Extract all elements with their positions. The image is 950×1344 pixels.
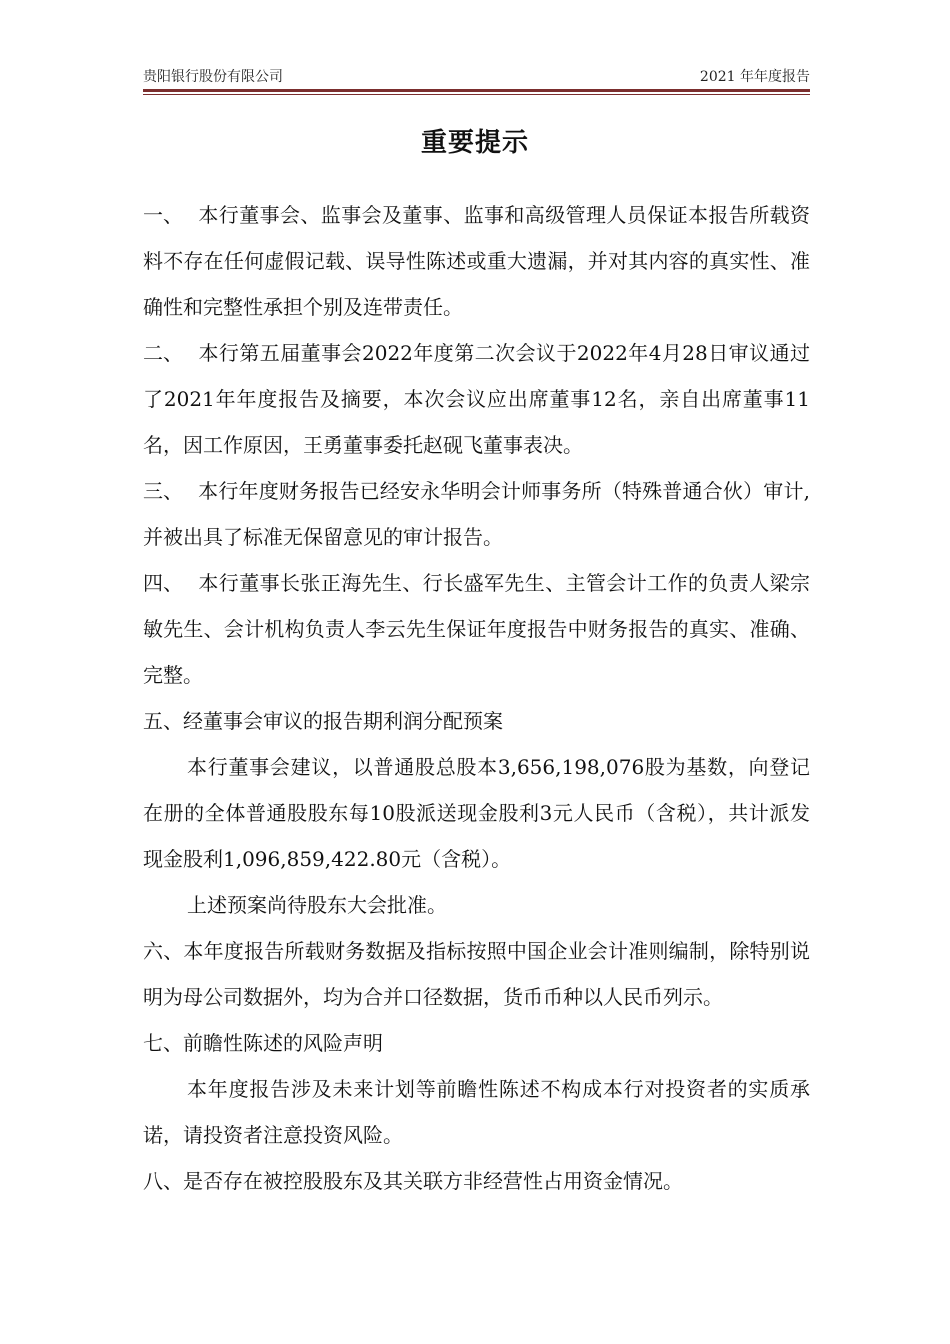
item-3-number: 三、 (143, 479, 183, 503)
header-company-name: 贵阳银行股份有限公司 (143, 69, 283, 85)
item-4 (143, 560, 810, 698)
section-7-heading: 七、前瞻性陈述的风险声明 (143, 1031, 383, 1055)
item-2-text: 本行第五届董事会2022年度第二次会议于2022年4月28日审议通过了2021年年度报告及摘要，本次会议应出席董事12名，亲自出席董事11名，因工作原因，王勇董事委托赵砚飞董事表决。 (143, 341, 810, 457)
section-8-heading: 八、是否存在被控股股东及其关联方非经营性占用资金情况。 (143, 1169, 683, 1193)
item-3-text: 本行年度财务报告已经安永华明会计师事务所（特殊普通合伙）审计,并被出具了标准无保留意见的审计报告。 (143, 479, 810, 549)
document-body (143, 192, 810, 1204)
header-report-title: 2021 年年度报告 (699, 69, 810, 85)
section-5-body: 本行董事会建议，以普通股总股本3,656,198,076股为基数，向登记在册的全体普通股股东每10股派送现金股利3元人民币（含税），共计派发现金股利1,096,859,422.80元（含税）。 (143, 755, 810, 871)
section-7-body: 本年度报告涉及未来计划等前瞻性陈述不构成本行对投资者的实质承诺，请投资者注意投资风险。 (143, 1077, 810, 1147)
header-divider-thick (143, 89, 810, 92)
section-5-note: 上述预案尚待股东大会批准。 (187, 893, 447, 917)
item-1 (143, 192, 810, 330)
section-5-heading: 五、经董事会审议的报告期利润分配预案 (143, 709, 503, 733)
item-4-number: 四、 (143, 571, 183, 595)
section-6-text: 六、本年度报告所载财务数据及指标按照中国企业会计准则编制，除特别说明为母公司数据外，均为合并口径数据，货币币种以人民币列示。 (143, 939, 810, 1009)
item-1-text: 本行董事会、监事会及董事、监事和高级管理人员保证本报告所载资料不存在任何虚假记载、误导性陈述或重大遗漏，并对其内容的真实性、准确性和完整性承担个别及连带责任。 (143, 203, 810, 319)
item-1-number: 一、 (143, 203, 183, 227)
page-header (143, 66, 810, 88)
item-4-text: 本行董事长张正海先生、行长盛军先生、主管会计工作的负责人梁宗敏先生、会计机构负责人李云先生保证年度报告中财务报告的真实、准确、完整。 (143, 571, 810, 687)
header-divider-thin (143, 94, 810, 95)
page-title: 重要提示 (420, 128, 529, 158)
item-2 (143, 330, 810, 468)
item-3 (143, 468, 810, 560)
item-2-number: 二、 (143, 341, 183, 365)
